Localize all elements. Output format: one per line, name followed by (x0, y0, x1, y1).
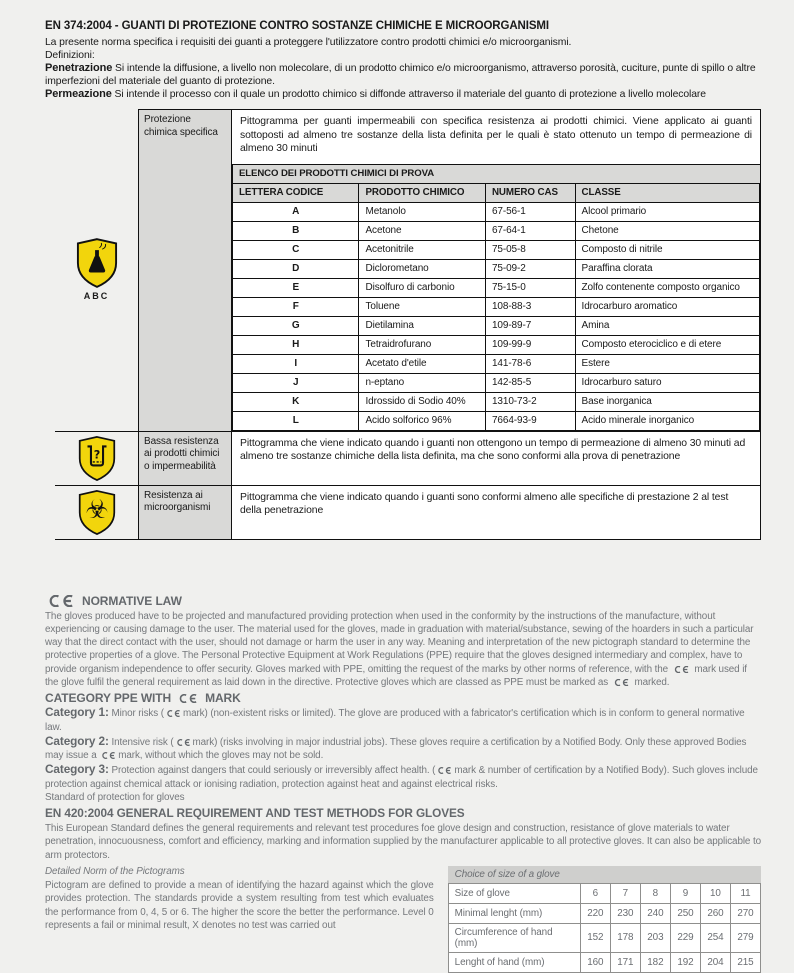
normative-text-2: mark used if the glove fulfil the general requirement as laid down in the directive. Protective gloves which are classed as PPE must be marked as (45, 663, 747, 688)
table-cell: Composto eterociclico e di etere (575, 335, 759, 354)
penetration-term: Penetrazione (45, 62, 113, 74)
chemical-table-row (233, 297, 760, 316)
table-cell: 8 (640, 883, 670, 903)
table-cell: J (233, 373, 359, 392)
table-cell: Toluene (359, 297, 485, 316)
chemical-table-row (233, 373, 760, 392)
table-cell: I (233, 354, 359, 373)
english-normative-section (45, 594, 761, 973)
table-cell: 10 (700, 883, 730, 903)
table-cell: 108-88-3 (485, 297, 575, 316)
category-2-text-a: Intensive risk ( (111, 736, 174, 748)
category-1-paragraph (45, 706, 761, 734)
table-cell: 178 (610, 923, 640, 952)
table-cell: 141-78-6 (485, 354, 575, 373)
table-cell: 160 (580, 952, 610, 972)
chemical-table-row (233, 411, 760, 430)
penetration-text: Si intende la diffusione, a livello non molecolare, di un prodotto chimico e/o microorganismo, attraverso porosità, cuciture, punte di spillo o altre imperfezioni del materiale del guanto di protezione. (45, 63, 756, 87)
table-cell: D (233, 259, 359, 278)
svg-text:?: ? (93, 448, 100, 461)
pictogram-cell (55, 109, 138, 431)
table-cell: Dietilamina (359, 316, 485, 335)
table-cell: 279 (730, 923, 760, 952)
table-cell: 1310-73-2 (485, 392, 575, 411)
bottom-two-columns (45, 866, 761, 973)
row-content (232, 109, 761, 431)
definitions-label: Definizioni: (45, 50, 95, 61)
table-cell: Idrocarburo aromatico (575, 297, 759, 316)
table-cell: Estere (575, 354, 759, 373)
category-3-text-a: Protection against dangers that could seriously or irreversibly affect health. ( (111, 765, 436, 777)
table-cell: Amina (575, 316, 759, 335)
table-cell: Disolfuro di carbonio (359, 278, 485, 297)
table-row-low-resistance (55, 432, 761, 486)
table-row-microorganisms (55, 486, 761, 540)
table-cell: 7 (610, 883, 640, 903)
size-table-caption: Choice of size of a glove (448, 866, 761, 883)
ce-mark-icon (437, 767, 452, 774)
table-cell: 250 (670, 903, 700, 923)
pictogram-description: Pittogramma per guanti impermeabili con specifica resistenza ai prodotti chimici. Viene applicato ai guanti sottoposti ad almeno tre sostanze della lista definita per le quali è stato ottenuto un tempo di permeazione di almeno 30 minuti (240, 116, 752, 154)
table-cell: 171 (610, 952, 640, 972)
category-3-paragraph (45, 763, 761, 791)
table-cell: 7664-93-9 (485, 411, 575, 430)
table-cell: 9 (670, 883, 700, 903)
permeation-term: Permeazione (45, 88, 112, 100)
table-cell: Lenght of hand (mm) (448, 952, 580, 972)
size-table-row (448, 923, 760, 952)
category-ppe-heading (45, 691, 761, 705)
pictogram-cell (55, 432, 138, 485)
chemical-flask-shield-icon (76, 238, 118, 288)
table-cell: Base inorganica (575, 392, 759, 411)
chemical-table-row (233, 240, 760, 259)
table-cell: Paraffina clorata (575, 259, 759, 278)
table-cell: C (233, 240, 359, 259)
category-3-text-b: mark & number of certification by a Notified Body). Such gloves include protection against chemical attack or ionising radiation, protection against heat and against electrical risks. (45, 765, 758, 790)
table-cell: 75-05-8 (485, 240, 575, 259)
chemical-table-row (233, 354, 760, 373)
table-cell: Circumference of hand (mm) (448, 923, 580, 952)
table-cell: 11 (730, 883, 760, 903)
chemical-table-row (233, 221, 760, 240)
category-2-label: Category 2: (45, 733, 109, 748)
column-header: CLASSE (575, 183, 759, 202)
column-header: NUMERO CAS (485, 183, 575, 202)
category-heading-text-2: MARK (205, 691, 241, 706)
category-1-text-b: mark) (non-existent risks or limited). The glove are produced with a fabricator's certification which is in conform to general normative law. (45, 708, 745, 733)
table-cell: 75-15-0 (485, 278, 575, 297)
normative-text-3: marked. (634, 676, 670, 688)
table-cell: 230 (610, 903, 640, 923)
table-cell: 142-85-5 (485, 373, 575, 392)
ce-mark-icon (101, 752, 116, 759)
ce-mark-icon (176, 739, 191, 746)
row-label: Resistenza ai microorganismi (138, 486, 232, 539)
pictogram-description: Pittogramma che viene indicato quando i guanti non ottengono un tempo di permeazione di almeno 30 minuti ad almeno tre sostanze chimiche della lista definita, ma che sono conformi alla prova di penetrazione (240, 437, 746, 462)
table-cell: 220 (580, 903, 610, 923)
normative-law-heading (45, 594, 761, 608)
protection-pictogram-table (55, 109, 761, 540)
table-cell: H (233, 335, 359, 354)
pictogram-caption: ABC (83, 291, 110, 302)
category-2-text-b: mark) (risks involving in major industrial jobs). These gloves require a certification by a Notified Body. Only these approved Bodies may issue a (45, 736, 747, 762)
biohazard-shield-icon (78, 490, 116, 535)
table-cell: B (233, 221, 359, 240)
size-table-row (448, 903, 760, 923)
definitions-block (45, 36, 761, 101)
table-row-chemical-protection (55, 109, 761, 432)
row-content (232, 432, 761, 485)
en420-body: This European Standard defines the general requirements and relevant test procedures foe glove design and construction, resistance of glove materials to water penetration, innocuousness, comfort and efficiency, marking and information supplied by the manufacturer applicable to all protective gloves. It can also be applicable to arm protectors. (45, 823, 762, 861)
chemical-table-row (233, 335, 760, 354)
table-cell: A (233, 202, 359, 221)
table-cell: Tetraidrofurano (359, 335, 485, 354)
category-3-label: Category 3: (45, 762, 109, 777)
normative-law-title: NORMATIVE LAW (82, 593, 182, 608)
row-label: Protezione chimica specifica (138, 109, 232, 431)
normative-text-1: The gloves produced have to be projected and manufactured providing protection when used in the conformity by the instructions of the manufacture, without experiencing or causing damage to the user. The material used for the gloves, made in graduation with material/substance, sewing of the hoarders in such a particular way that the direct contact with the user, should not damage or harm the user in any way. Meaning and interpretation of the new pictograph standard to determine the protective properties of a glove. The Personal Protective Equipment at Work Regulations (PPE) require that the gloves designed intermediary and complex, have to provide organism independence to offer security. Gloves marked with PPE, omitting the request of the marks by other norms of reference, with the (45, 610, 754, 675)
chemical-table-row (233, 259, 760, 278)
table-cell: 109-99-9 (485, 335, 575, 354)
category-heading-text-1: CATEGORY PPE WITH (45, 691, 172, 706)
permeation-definition (45, 88, 761, 101)
table-cell: 67-64-1 (485, 221, 575, 240)
pictogram-note-title: Detailed Norm of the Pictograms (45, 865, 185, 877)
chemical-table-row (233, 278, 760, 297)
ce-mark-icon (166, 710, 181, 717)
pictogram-note-body: Pictogram are defined to provide a mean of identifying the hazard against which the glove provides protection. The standards provide a system resulting from test which evaluates the performance from 0, 4, 5 or 6. The higher the score the better the performance. Level 0 represents a fail or minimal result, X denotes no test was carried out (45, 879, 434, 931)
column-header: PRODOTTO CHIMICO (359, 183, 485, 202)
table-cell: Acetone (359, 221, 485, 240)
intro-text: La presente norma specifica i requisiti dei guanti a proteggere l'utilizzatore contro prodotti chimici e/o microorganismi. (45, 37, 572, 48)
standard-protection-line: Standard of protection for gloves (45, 792, 185, 804)
table-cell: Minimal lenght (mm) (448, 903, 580, 923)
table-cell: Alcool primario (575, 202, 759, 221)
chemical-table-row (233, 202, 760, 221)
low-resistance-beaker-shield-icon (78, 436, 116, 481)
table-cell: Metanolo (359, 202, 485, 221)
normative-law-body (45, 610, 761, 690)
table-cell: Chetone (575, 221, 759, 240)
table-cell: Zolfo contenente composto organico (575, 278, 759, 297)
table-cell: 203 (640, 923, 670, 952)
table-cell: Idrossido di Sodio 40% (359, 392, 485, 411)
table-cell: 75-09-2 (485, 259, 575, 278)
table-cell: Acido minerale inorganico (575, 411, 759, 430)
table-cell: F (233, 297, 359, 316)
table-cell: 67-56-1 (485, 202, 575, 221)
ce-mark-icon (47, 595, 75, 607)
ce-mark-icon (178, 694, 198, 703)
category-1-label: Category 1: (45, 705, 109, 720)
ce-mark-icon (673, 666, 690, 673)
table-cell: 109-89-7 (485, 316, 575, 335)
table-cell: Composto di nitrile (575, 240, 759, 259)
table-cell: 204 (700, 952, 730, 972)
row-label: Bassa resistenza ai prodotti chimici o impermeabilità (138, 432, 232, 485)
permeation-text: Si intende il processo con il quale un prodotto chimico si diffonde attraverso il materiale del guanto di protezione a livello molecolare (111, 89, 706, 100)
table-cell: K (233, 392, 359, 411)
svg-text:☣: ☣ (84, 494, 109, 525)
table-cell: 270 (730, 903, 760, 923)
chemical-table-title: ELENCO DEI PRODOTTI CHIMICI DI PROVA (233, 164, 760, 183)
table-cell: Idrocarburo saturo (575, 373, 759, 392)
size-table-row (448, 952, 760, 972)
category-1-text-a: Minor risks ( (111, 708, 164, 720)
pictogram-description: Pittogramma che viene indicato quando i guanti sono conformi almeno alle specifiche di prestazione 2 al test della penetrazione (240, 491, 729, 516)
en420-heading: EN 420:2004 GENERAL REQUIREMENT AND TEST METHODS FOR GLOVES (45, 806, 465, 821)
pictogram-cell (55, 486, 138, 539)
row-content (232, 486, 761, 539)
table-cell: E (233, 278, 359, 297)
table-cell: Acido solforico 96% (359, 411, 485, 430)
pictogram-note-column (45, 866, 434, 973)
chemical-table-row (233, 316, 760, 335)
category-2-text-c: mark, without which the gloves may not be sold. (118, 750, 324, 762)
table-cell: 240 (640, 903, 670, 923)
table-cell: G (233, 316, 359, 335)
glove-size-table (448, 883, 761, 973)
table-cell: 260 (700, 903, 730, 923)
table-cell: L (233, 411, 359, 430)
chemical-products-table (232, 164, 760, 431)
table-cell: 215 (730, 952, 760, 972)
table-cell: 152 (580, 923, 610, 952)
table-cell: 182 (640, 952, 670, 972)
chemical-table-header-row (233, 183, 760, 202)
table-cell: Acetato d'etile (359, 354, 485, 373)
table-cell: 6 (580, 883, 610, 903)
table-cell: Size of glove (448, 883, 580, 903)
page-title: EN 374:2004 - GUANTI DI PROTEZIONE CONTRO SOSTANZE CHIMICHE E MICROORGANISMI (45, 20, 549, 32)
ce-mark-icon (613, 679, 630, 686)
column-header: LETTERA CODICE (233, 183, 359, 202)
glove-size-column (448, 866, 761, 973)
table-cell: Acetonitrile (359, 240, 485, 259)
size-table-row (448, 883, 760, 903)
table-cell: 254 (700, 923, 730, 952)
table-cell: Diclorometano (359, 259, 485, 278)
category-2-paragraph (45, 735, 761, 763)
table-cell: n-eptano (359, 373, 485, 392)
table-cell: 229 (670, 923, 700, 952)
table-cell: 192 (670, 952, 700, 972)
chemical-table-row (233, 392, 760, 411)
penetration-definition (45, 62, 761, 88)
